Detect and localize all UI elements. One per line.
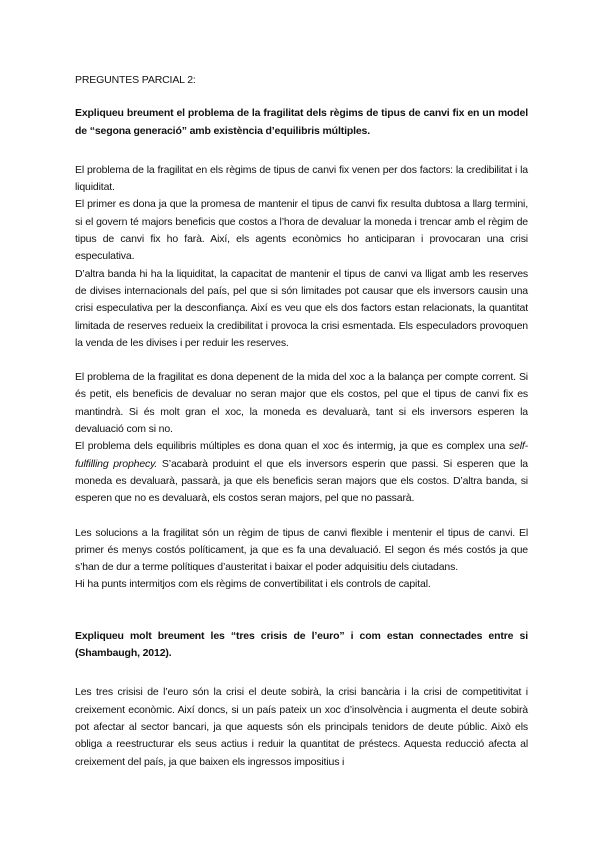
- question-2: Expliqueu molt breument les “tres crisis de l’euro” i com estan connectades entre si (Shambaugh, 2012).: [75, 629, 528, 660]
- question-1: Expliqueu breument el problema de la fragilitat dels règims de tipus de canvi fix en un model de “segona generació” amb existència d’equilibris múltiples.: [75, 107, 528, 137]
- answer-1-paragraph-3: D’altra banda hi ha la liquiditat, la capacitat de mantenir el tipus de canvi va lligat amb les reserves de divises internacionals del país, pel que si són limitades pot causar que els inversors causin una crisi especulativa per la desconfiança. Així es veu que els dos factors estan relacionats, la quantitat limitada de reserves redueix la credibilitat i provoca la crisi esmentada. Els especuladors provoquen la venda de les divises i per reduir les reserves.: [75, 267, 528, 349]
- page-title: PREGUNTES PARCIAL 2:: [75, 74, 196, 86]
- answer-1-paragraph-7: Hi ha punts intermitjos com els règims de convertibilitat i els controls de capital.: [75, 578, 431, 591]
- answer-1-paragraph-6: Les solucions a la fragilitat són un règim de tipus de canvi flexible i mentenir el tipus de canvi. El primer és menys costós políticament, ja que es fa una devaluació. El segon és més costós ja que s’han de dur a terme polítiques d’austeritat i baixar el poder adquisitiu dels ciutadans.: [75, 526, 528, 574]
- answer-1-italic-term: self-fulfilling prophecy.: [75, 440, 528, 470]
- answer-1-paragraph-2: El primer es dona ja que la promesa de mantenir el tipus de canvi fix resulta dubtosa a llarg termini, si el govern té majors beneficis que costos a l’hora de devaluar la moneda i trencar amb el règim de tipus de canvi fix ho farà. Així, els agents econòmics ho anticiparan i provocaran una crisi especulativa.: [75, 198, 528, 263]
- answer-1-paragraph-5-end: S’acabarà produint el que els inversors esperin que passi. Si esperen que la moneda es devaluarà, passarà, ja que els beneficis seran majors que els costos. D’altra banda, si esperen que no es devaluarà, els costos seran majors, pel que no passarà.: [75, 457, 528, 505]
- answer-1-paragraph-5: [75, 438, 528, 507]
- answer-1-paragraph-5-start: El problema dels equilibris múltiples es dona quan el xoc és intermig, ja que es complex una: [75, 440, 509, 453]
- answer-1-paragraph-1: El problema de la fragilitat en els règims de tipus de canvi fix venen per dos factors: la credibilitat i la liquiditat.: [75, 163, 528, 194]
- answer-1-paragraph-4: El problema de la fragilitat es dona depenent de la mida del xoc a la balança per compte corrent. Si és petit, els beneficis de devaluar no seran major que els costos, pel que el tipus de canvi fix es mantindrà. Si és molt gran el xoc, la moneda es devaluarà, tant si els inversors esperen la devaluació com si no.: [75, 371, 528, 436]
- answer-2-paragraph-1: Les tres crisisi de l’euro són la crisi el deute sobirà, la crisi bancària i la crisi de competitivitat i creixement econòmic. Així doncs, si un país pateix un xoc d’insolvència i augmenta el deute sobirà pot afectar al sector bancari, ja que aquests són els principals tenidors de deute públic. Això els obliga a reestructurar els seus actius i reduir la quantitat de préstecs. Aquesta reducció afecta al creixement del país, ja que baixen els ingressos impositius i: [75, 686, 528, 768]
- document-body: [75, 72, 528, 771]
